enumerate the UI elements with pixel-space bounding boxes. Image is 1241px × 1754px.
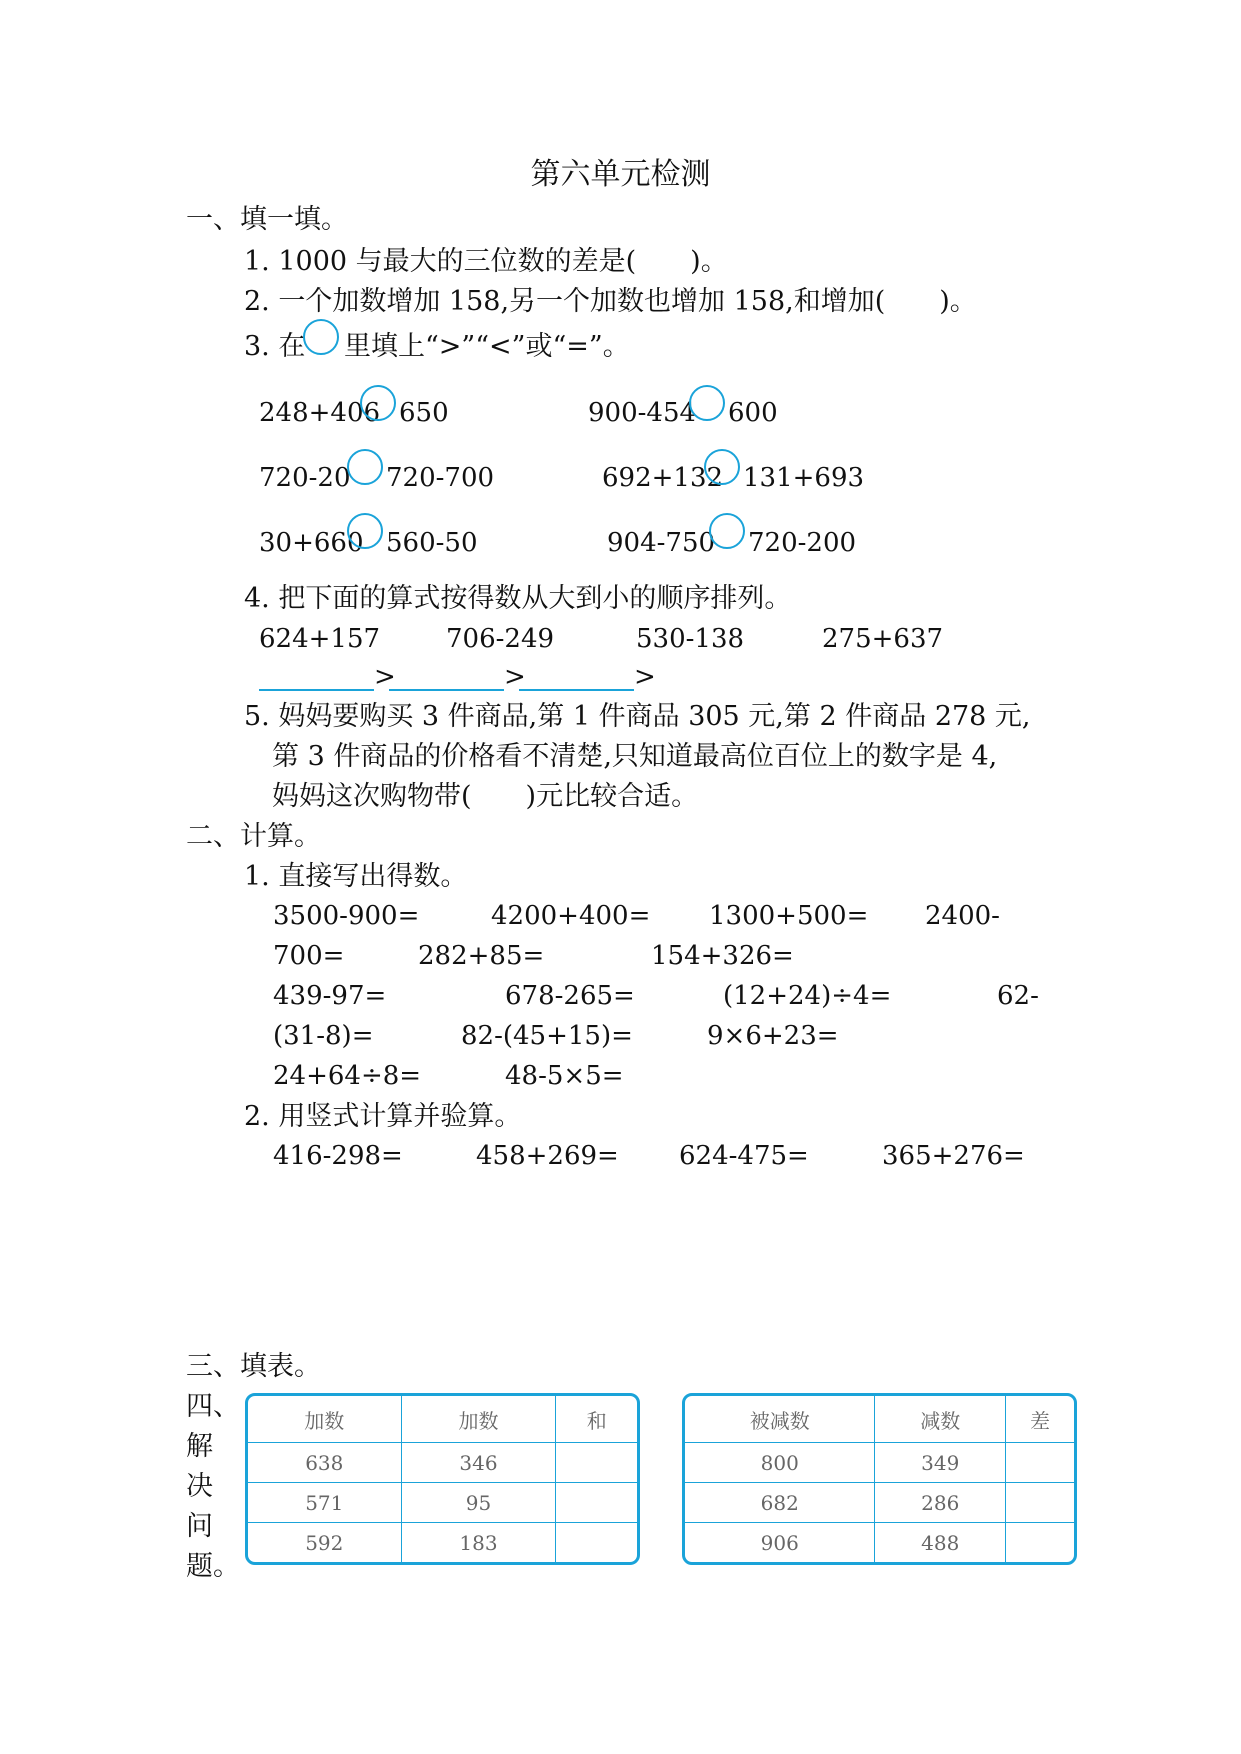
calc-item: 24+64÷8= (273, 1061, 422, 1091)
calc-item: 678-265= (505, 981, 635, 1011)
question-2-2: 2. 用竖式计算并验算。 (244, 1101, 522, 1132)
compare-left: 30+660 (259, 528, 364, 558)
question-1-5-line-1: 5. 妈妈要购买 3 件商品,第 1 件商品 305 元,第 2 件商品 278 元, (244, 701, 1031, 732)
subtraction-table (682, 1393, 1077, 1565)
answer-cell[interactable] (556, 1443, 637, 1483)
compare-circle-blank[interactable] (360, 385, 396, 421)
page-title: 第六单元检测 (530, 157, 711, 192)
table-header-cell: 加数 (401, 1396, 556, 1443)
table-header-cell: 被减数 (685, 1396, 875, 1443)
section-4-char: 题。 (186, 1551, 240, 1582)
compare-left: 692+132 (602, 463, 724, 493)
compare-right: 131+693 (743, 463, 865, 493)
order-expression: 624+157 (259, 624, 381, 654)
calc-item: 62- (997, 981, 1039, 1011)
calc-item: 154+326= (651, 941, 794, 971)
calc-item: 48-5×5= (505, 1061, 624, 1091)
compare-left: 904-750 (607, 528, 716, 558)
greater-than-sign: > (504, 662, 526, 692)
section-1-heading: 一、填一填。 (186, 204, 348, 235)
question-1-2: 2. 一个加数增加 158,另一个加数也增加 158,和增加( )。 (244, 286, 977, 317)
order-expression: 706-249 (446, 624, 555, 654)
calc-item: 282+85= (418, 941, 545, 971)
table-cell: 488 (875, 1523, 1006, 1562)
compare-right: 720-200 (748, 528, 857, 558)
compare-circle-blank[interactable] (704, 449, 740, 485)
table-header-cell: 减数 (875, 1396, 1006, 1443)
table-cell: 800 (685, 1443, 875, 1483)
compare-circle-blank[interactable] (347, 513, 383, 549)
table-header-cell: 和 (556, 1396, 637, 1443)
order-answer-blank[interactable] (259, 689, 374, 691)
section-4-char: 决 (186, 1471, 213, 1502)
order-expression: 275+637 (822, 624, 944, 654)
answer-cell[interactable] (556, 1483, 637, 1523)
order-answer-blank[interactable] (519, 689, 634, 691)
compare-circle-blank[interactable] (347, 449, 383, 485)
table-cell: 95 (401, 1483, 556, 1523)
compare-right: 650 (399, 398, 449, 428)
question-1-3-prefix: 3. 在 (244, 331, 306, 362)
table-header-row (248, 1396, 637, 1443)
section-4-char: 四、 (186, 1391, 240, 1422)
calc-item: 2400- (925, 901, 1000, 931)
order-expression: 530-138 (636, 624, 745, 654)
calc-item: 4200+400= (491, 901, 651, 931)
table-cell: 183 (401, 1523, 556, 1562)
vertical-calc-item: 365+276= (882, 1141, 1025, 1171)
question-1-3-suffix: 里填上“>”“<”或“=”。 (344, 331, 630, 362)
table-cell: 906 (685, 1523, 875, 1562)
compare-left: 900-454 (588, 398, 697, 428)
table-row (248, 1523, 637, 1562)
calc-item: 3500-900= (273, 901, 420, 931)
example-circle-icon (303, 319, 339, 355)
calc-item: 82-(45+15)= (461, 1021, 633, 1051)
question-1-5-line-2: 第 3 件商品的价格看不清楚,只知道最高位百位上的数字是 4, (272, 741, 998, 772)
calc-item: (31-8)= (273, 1021, 374, 1051)
calc-item: (12+24)÷4= (723, 981, 892, 1011)
greater-than-sign: > (634, 662, 656, 692)
section-2-heading: 二、计算。 (186, 821, 321, 852)
answer-cell[interactable] (1006, 1523, 1074, 1562)
section-4-char: 解 (186, 1431, 213, 1462)
section-4-char: 问 (186, 1511, 213, 1542)
table-row (685, 1483, 1074, 1523)
question-2-1: 1. 直接写出得数。 (244, 861, 468, 892)
order-answer-blank[interactable] (389, 689, 504, 691)
compare-circle-blank[interactable] (689, 385, 725, 421)
addition-table (245, 1393, 640, 1565)
question-1-4: 4. 把下面的算式按得数从大到小的顺序排列。 (244, 583, 792, 614)
calc-item: 700= (273, 941, 345, 971)
question-1-5-line-3: 妈妈这次购物带( )元比较合适。 (272, 781, 699, 812)
table-cell: 638 (248, 1443, 401, 1483)
compare-right: 720-700 (386, 463, 495, 493)
section-3-heading: 三、填表。 (186, 1351, 321, 1382)
compare-left: 248+406 (259, 398, 381, 428)
table-row (248, 1483, 637, 1523)
vertical-calc-item: 458+269= (476, 1141, 619, 1171)
question-1-1: 1. 1000 与最大的三位数的差是( )。 (244, 246, 728, 277)
table-cell: 682 (685, 1483, 875, 1523)
calc-item: 439-97= (273, 981, 387, 1011)
answer-cell[interactable] (1006, 1483, 1074, 1523)
table-row (685, 1523, 1074, 1562)
compare-right: 600 (728, 398, 778, 428)
vertical-calc-item: 624-475= (679, 1141, 809, 1171)
calc-item: 9×6+23= (707, 1021, 839, 1051)
compare-circle-blank[interactable] (709, 513, 745, 549)
table-cell: 286 (875, 1483, 1006, 1523)
compare-left: 720-20 (259, 463, 351, 493)
greater-than-sign: > (374, 662, 396, 692)
table-cell: 346 (401, 1443, 556, 1483)
table-row (248, 1443, 637, 1483)
answer-cell[interactable] (1006, 1443, 1074, 1483)
table-cell: 571 (248, 1483, 401, 1523)
table-header-cell: 差 (1006, 1396, 1074, 1443)
compare-right: 560-50 (386, 528, 478, 558)
table-cell: 592 (248, 1523, 401, 1562)
table-header-row (685, 1396, 1074, 1443)
answer-cell[interactable] (556, 1523, 637, 1562)
table-cell: 349 (875, 1443, 1006, 1483)
table-header-cell: 加数 (248, 1396, 401, 1443)
calc-item: 1300+500= (709, 901, 869, 931)
table-row (685, 1443, 1074, 1483)
vertical-calc-item: 416-298= (273, 1141, 403, 1171)
